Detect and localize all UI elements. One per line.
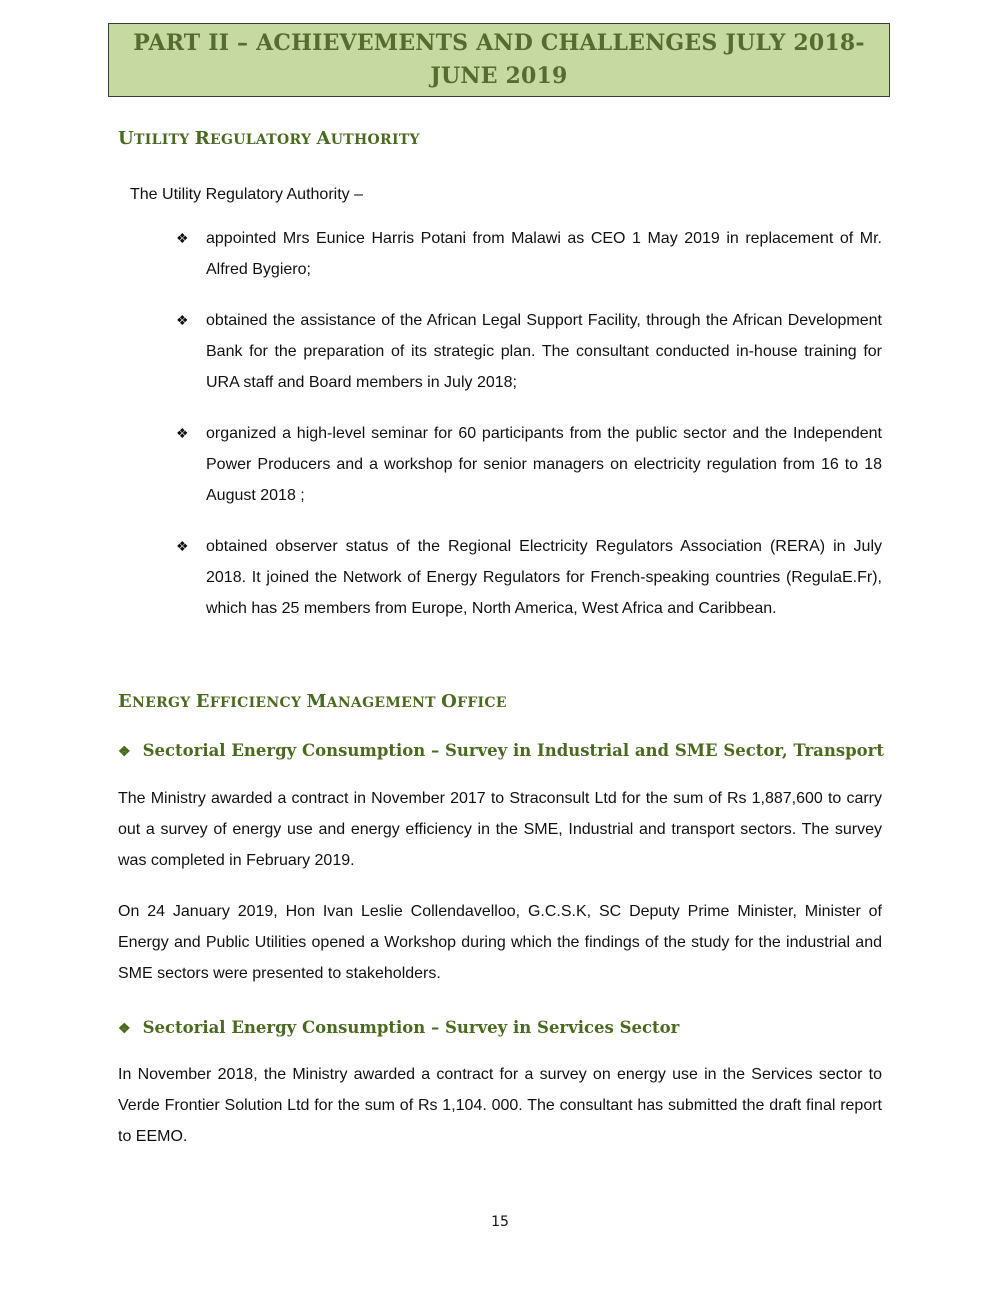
page-banner <box>108 23 890 97</box>
diamond-bullet-icon: ❖ <box>176 230 189 246</box>
sub-heading-industrial-survey: ❖ Sectorial Energy Consumption – Survey in Industrial and SME Sector, Transport <box>118 741 884 760</box>
diamond-bullet-icon: ❖ <box>176 425 189 441</box>
list-item: ❖ obtained the assistance of the African Legal Support Facility, through the African Development Bank for the preparation of its strategic plan. The consultant conducted in-house training for URA staff and Board members in July 2018; <box>176 305 882 398</box>
diamond-bullet-icon: ❖ <box>176 312 189 328</box>
section-heading-ura: UTILITY REGULATORY AUTHORITY <box>118 128 420 149</box>
list-item: ❖ appointed Mrs Eunice Harris Potani from Malawi as CEO 1 May 2019 in replacement of Mr. Alfred Bygiero; <box>176 223 882 285</box>
paragraph-contract: The Ministry awarded a contract in November 2017 to Straconsult Ltd for the sum of Rs 1,887,600 to carry out a survey of energy use and energy efficiency in the SME, Industrial and transport sectors. The survey was completed in February 2019. <box>118 790 882 869</box>
page-number: 15 <box>491 1214 509 1230</box>
diamond-bullet-icon: ❖ <box>176 538 189 554</box>
diamond-bullet-icon: ❖ <box>118 1021 131 1037</box>
ura-bullet-list <box>176 223 882 644</box>
diamond-bullet-icon: ❖ <box>118 744 131 760</box>
sub-heading-services-survey: ❖ Sectorial Energy Consumption – Survey in Services Sector <box>118 1018 680 1037</box>
paragraph-workshop: On 24 January 2019, Hon Ivan Leslie Collendavelloo, G.C.S.K, SC Deputy Prime Minister, Minister of Energy and Public Utilities opened a Workshop during which the findings of the study for the industrial and SME sectors were presented to stakeholders. <box>118 903 882 982</box>
banner-title: PART II – ACHIEVEMENTS AND CHALLENGES JULY 2018-JUNE 2019 <box>133 30 865 89</box>
list-item: ❖ organized a high-level seminar for 60 participants from the public sector and the Independent Power Producers and a workshop for senior managers on electricity regulation from 16 to 18 August 2018 ; <box>176 418 882 511</box>
list-item: ❖ obtained observer status of the Regional Electricity Regulators Association (RERA) in July 2018. It joined the Network of Energy Regulators for French-speaking countries (RegulaE.Fr), which has 25 members from Europe, North America, West Africa and Caribbean. <box>176 531 882 624</box>
paragraph-services: In November 2018, the Ministry awarded a contract for a survey on energy use in the Services sector to Verde Frontier Solution Ltd for the sum of Rs 1,104. 000. The consultant has submitted the draft final report to EEMO. <box>118 1066 882 1145</box>
section-heading-eemo: ENERGY EFFICIENCY MANAGEMENT OFFICE <box>118 691 507 712</box>
ura-intro: The Utility Regulatory Authority – <box>130 186 363 203</box>
